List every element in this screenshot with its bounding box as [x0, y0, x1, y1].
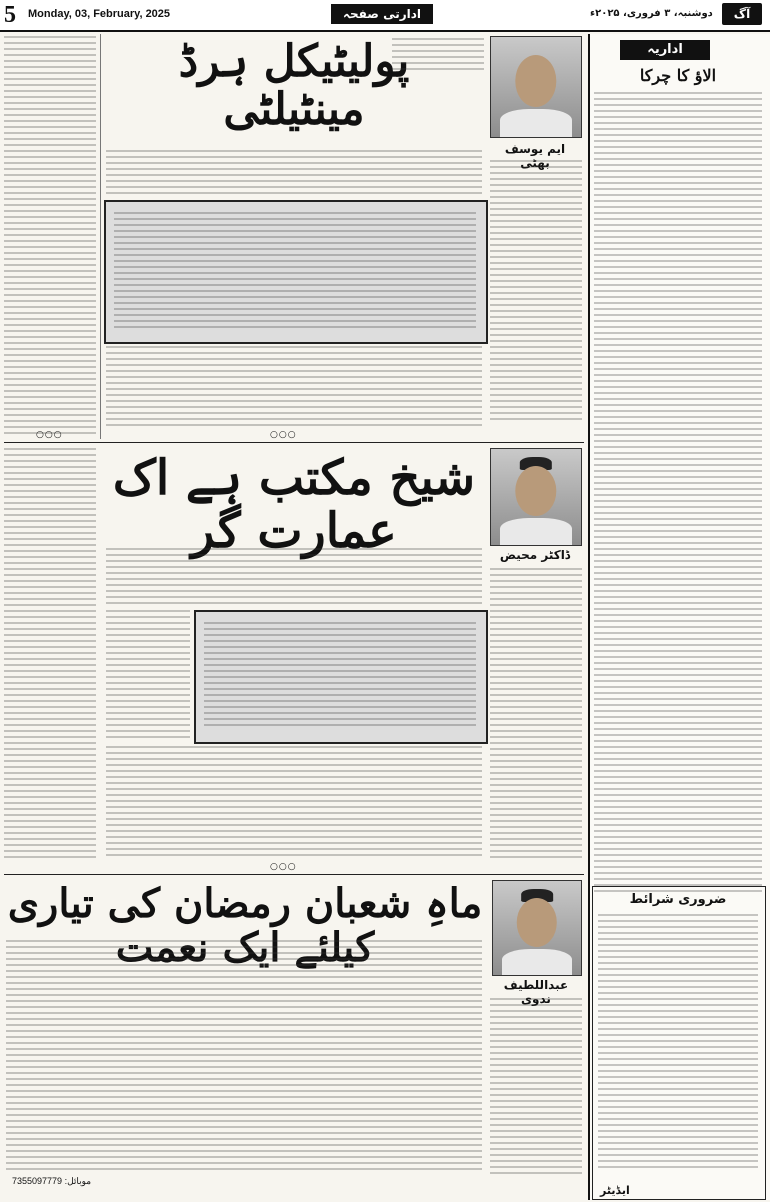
requirements-title: ضروری شرائط — [629, 892, 727, 907]
article-3-side-text — [490, 998, 582, 1178]
end-marker: ○○○ — [270, 430, 297, 440]
article-2-side-text — [490, 568, 582, 862]
article-2-text-b — [106, 610, 190, 742]
article-1-side-text — [490, 160, 582, 424]
article-1-headline: پولیٹیکل ہرڈ مینٹیلٹی — [178, 36, 410, 136]
end-marker: ○○○ — [36, 430, 63, 440]
end-marker: ○○○ — [270, 862, 297, 872]
editor-signature: ایڈیٹر — [600, 1184, 630, 1197]
date-english: Monday, 03, February, 2025 — [28, 8, 171, 20]
article-2-headline: شیخ مکتب ہے اک عمارت گر — [112, 450, 476, 559]
author-2-photo — [490, 448, 582, 546]
newspaper-logo: آگ — [722, 3, 762, 25]
editorial-title: الاؤ کا چرکا — [639, 66, 717, 85]
contact-phone: موبائل: 7355097779 — [12, 1176, 92, 1186]
requirements-text — [598, 914, 758, 1172]
column-rule — [100, 34, 101, 439]
date-urdu: دوشنبہ، ۳ فروری، ۲۰۲۵ء — [590, 8, 713, 19]
article-1-col-top — [392, 38, 484, 74]
article-3-byline: عبداللطیف ندوی — [503, 978, 569, 1006]
left-column-text — [4, 36, 96, 438]
article-1-byline: ایم یوسف بھٹی — [504, 142, 566, 170]
article-2-text-a — [106, 548, 482, 608]
article-3-headline: ماہِ شعبان رمضان کی تیاری کیلئے ایک نعمت — [7, 880, 483, 971]
article-1-pull-quote — [104, 200, 488, 344]
section-divider — [4, 442, 584, 443]
author-1-photo — [490, 36, 582, 138]
author-3-photo — [492, 880, 582, 976]
page-number: 5 — [4, 2, 16, 28]
editorial-label: اداریہ — [620, 40, 710, 60]
section-divider — [4, 874, 584, 875]
article-2-text-c — [106, 746, 482, 860]
editorial-text — [594, 92, 762, 896]
left-column-text-2 — [4, 448, 96, 862]
article-1-text-a — [106, 150, 482, 198]
section-label: ادارتی صفحہ — [331, 4, 433, 24]
article-2-byline: ڈاکٹر محیض — [499, 548, 571, 562]
article-3-text — [6, 940, 482, 1174]
article-1-text-b — [106, 346, 482, 430]
article-2-pull-quote — [194, 610, 488, 744]
